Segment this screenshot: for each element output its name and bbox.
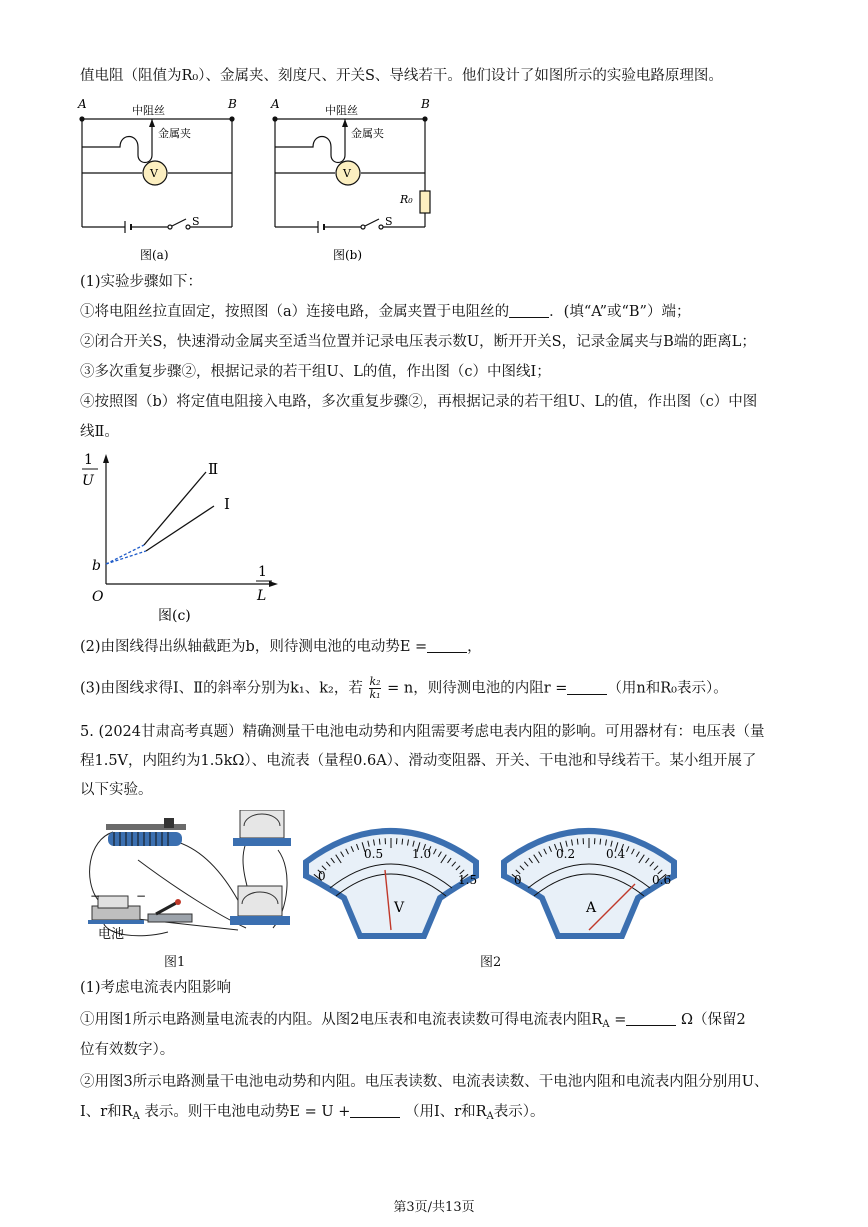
- problem-5-line-3: 以下实验。: [80, 782, 153, 798]
- label-b-clip: 金属夹: [351, 127, 384, 140]
- label-b-A: A: [271, 97, 280, 111]
- xlabel-num: 1: [258, 564, 267, 580]
- origin-label: O: [92, 589, 104, 605]
- label-a-meter: V: [150, 167, 158, 180]
- dial-tick: [577, 839, 578, 845]
- voltmeter-icon: [233, 810, 291, 846]
- label-b-B: B: [421, 97, 430, 111]
- fraction-k2-k1: $\frac{\text{k₂}}{\text{k₁}}$: [369, 675, 381, 701]
- series-I-label: Ⅰ: [224, 495, 230, 513]
- answer-blank-5[interactable]: [350, 1103, 400, 1118]
- question-2: (2)由图线得出纵轴截距为b，则待测电池的电动势E = ，: [80, 639, 482, 655]
- series-I-extrapolation: [106, 551, 146, 564]
- dial-tick: [402, 839, 403, 845]
- answer-blank-2[interactable]: [427, 638, 467, 653]
- answer-blank-1[interactable]: [509, 303, 549, 318]
- figure-1-apparatus: [78, 810, 293, 945]
- step-1: ①将电阻丝拉直固定，按照图（a）连接电路，金属夹置于电阻丝的 ．(填“A”或“B”）端；: [80, 304, 691, 320]
- chart-caption: 图(c): [158, 608, 191, 624]
- amp-tick-02: 0.2: [556, 847, 576, 861]
- x-axis-arrow: [269, 581, 278, 587]
- answer-blank-3[interactable]: [567, 680, 607, 695]
- graph-c: [76, 448, 296, 628]
- label-b-meter: V: [343, 167, 351, 180]
- part-b-line-2: I、r和$R_A$ 表示。则干电池电动势E = U + （用I、r和$R_A$表示）。: [80, 1104, 545, 1122]
- volt-tick-15: 1.5: [458, 873, 478, 887]
- y-axis-arrow: [103, 454, 109, 463]
- dial-tick: [600, 839, 601, 845]
- step-4b: 线Ⅱ。: [80, 424, 119, 440]
- step-4a: ④按照图（b）将定值电阻接入电路，多次重复步骤②，再根据记录的若干组U、L的值，作出图（c）中图: [80, 394, 758, 410]
- amp-unit: A: [586, 900, 597, 916]
- figure-2-caption: 图2: [480, 955, 502, 970]
- step-3: ③多次重复步骤②，根据记录的若干组U、L的值，作出图（c）中图线Ⅰ；: [80, 364, 551, 380]
- problem-5-line-1: 5. (2024甘肃高考真题）精确测量干电池电动势和内阻需要考虑电表内阻的影响。可用器材有：电压表（量: [80, 724, 765, 740]
- minus-sign-1: −: [90, 889, 101, 903]
- series-II-line: [144, 472, 206, 545]
- label-b-switch: S: [385, 215, 393, 228]
- part-a-line-1: ①用图1所示电路测量电流表的内阻。从图2电压表和电流表读数可得电流表内阻$R_A = \Omega$（保留2: [80, 1012, 746, 1030]
- voltmeter-dial: [306, 831, 476, 936]
- part-b-line-1: ②用图3所示电路测量干电池电动势和内阻。电压表读数、电流表读数、干电池内阻和电流表内阻分别用U、: [80, 1074, 769, 1090]
- dial-tick: [379, 839, 380, 845]
- intro-line: 值电阻（阻值为R₀）、金属夹、刻度尺、开关S、导线若干。他们设计了如图所示的实验电路原理图。: [80, 68, 723, 84]
- amp-tick-06: 0.6: [652, 873, 672, 887]
- amp-tick-04: 0.4: [606, 847, 626, 861]
- volt-tick-0: 0: [318, 869, 326, 883]
- caption-b: 图(b): [333, 248, 363, 262]
- rheostat-icon: [106, 818, 186, 846]
- amp-tick-0: 0: [514, 873, 522, 887]
- question-3: (3)由图线求得Ⅰ、Ⅱ的斜率分别为k₁、k₂，若 $\frac{\text{k₂}}{\text{k₁}}$ = n，则待测电池的内阻r = （用n和R₀表示）。: [80, 675, 728, 701]
- label-a-clip: 金属夹: [158, 127, 191, 140]
- ammeter-icon: [230, 886, 290, 925]
- part-heading: (1)考虑电流表内阻影响: [80, 980, 232, 996]
- part-a-line-2: 位有效数字）。: [80, 1042, 175, 1058]
- figure-2-meters: [300, 812, 690, 940]
- figure-1-caption: 图1: [164, 955, 186, 970]
- label-a-A: A: [78, 97, 87, 111]
- series-II-extrapolation: [106, 545, 144, 564]
- label-a-wire: 中阻丝: [132, 104, 165, 117]
- volt-tick-10: 1.0: [412, 847, 432, 861]
- label-a-switch: S: [192, 215, 200, 228]
- intercept-label: b: [92, 558, 101, 574]
- battery-label: 电池: [98, 927, 125, 942]
- ylabel-den: U: [82, 473, 94, 489]
- volt-unit: V: [394, 900, 405, 916]
- xlabel-den: L: [257, 588, 267, 604]
- answer-blank-4[interactable]: [626, 1011, 676, 1026]
- series-II-label: Ⅱ: [208, 460, 219, 478]
- steps-heading: (1)实验步骤如下：: [80, 274, 203, 290]
- caption-a: 图(a): [140, 248, 169, 262]
- step-2: ②闭合开关S，快速滑动金属夹至适当位置并记录电压表示数U，断开开关S，记录金属夹与B端的距离L；: [80, 334, 756, 350]
- volt-tick-05: 0.5: [364, 847, 384, 861]
- page-footer: 第3页/共13页: [393, 1200, 475, 1215]
- problem-5-line-2: 程1.5V，内阻约为1.5kΩ）、电流表（量程0.6A）、滑动变阻器、开关、干电池和导线若干。某小组开展了: [80, 753, 757, 769]
- label-a-B: B: [228, 97, 237, 111]
- series-I-line: [146, 506, 214, 551]
- switch-icon: [148, 899, 192, 922]
- minus-sign-2: −: [136, 889, 147, 903]
- ammeter-dial: [504, 831, 674, 936]
- ylabel-num: 1: [84, 452, 93, 468]
- circuit-diagrams: [70, 95, 450, 270]
- label-b-wire: 中阻丝: [325, 104, 358, 117]
- label-b-resistor: R₀: [400, 193, 413, 206]
